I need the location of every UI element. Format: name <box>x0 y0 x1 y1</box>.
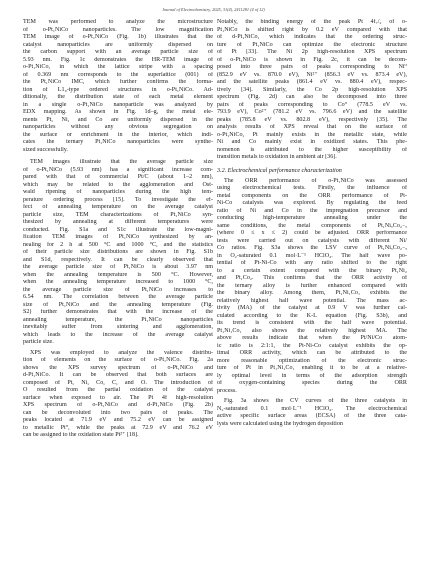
text-line: above results indicate that when the Pt/Ni/Co atom- <box>217 335 407 341</box>
text-line: to metallic Pt⁰, while the peaks at 72.9 eV and 76.2 eV <box>23 424 213 431</box>
text-line: its trend is consistent with the half wave potential. <box>217 320 407 326</box>
text-line: of their particle size distributions are shown in Fig. S1b <box>23 249 213 255</box>
text-line: (where 0 ≤ x ≤ 2) could be adjusted. ORR performance <box>217 230 407 236</box>
left-column <box>23 19 213 440</box>
text-line: S2) further demonstrates that with the increase of the <box>23 309 213 315</box>
text-line: of Pt [33]. The Ni 2p high-resolution XPS spectrum <box>217 49 407 55</box>
text-line: surface when exposed to air. The Pt 4f high-resolution <box>23 394 213 401</box>
text-line: 5.93 nm. Fig. 1c demonstrates the HR-TEM image of <box>23 56 213 63</box>
text-line: more reasonable optimization of the electronic struc- <box>217 357 407 364</box>
text-line: using electrochemical tests. Firstly, the influence of <box>217 185 407 191</box>
text-line: size of Pt₁NiCo and the annealing temperature (Fig. <box>23 301 213 308</box>
running-header: Journal of Electrochemistry, 2025, 31(4), 2411281 (4 of 12) <box>162 7 265 12</box>
text-line: Ni-Co catalysts was explored. By regulating the feed <box>217 200 407 206</box>
text-line: ratio of Ni and Co in the impregnation precursor and <box>217 207 407 214</box>
text-line: composed of Pt, Ni, Co, C, and O. The introduction of <box>23 379 213 386</box>
text-line: tests were carried out on catalysts with different Ni/ <box>217 237 407 244</box>
text-line: Co ratios. Fig. S3a shows the LSV curve of Pt₁NiₓCo₂₋ₓ <box>217 245 407 251</box>
text-line: active specific surface areas (ECSA) of the three cata- <box>217 413 407 419</box>
text-line: and the satellite peaks (861.4 eV vs. 880.4 eV), respec- <box>217 79 407 85</box>
text-line: XPS was employed to analyze the valence distribu- <box>30 349 213 356</box>
text-line: the surface or enrichment in the interior, which indi- <box>23 131 213 138</box>
text-line: the ternary alloy is further enhanced compared with <box>217 282 407 289</box>
text-line: TEM images illustrate that the average particle size <box>30 159 213 165</box>
text-line: ments Pt, Ni, and Co are uniformly dispersed in the <box>23 116 213 123</box>
text-line: TEM image of o-Pt₁NiCo (Fig. 1b) illustrates that the <box>23 34 213 40</box>
text-line: Fig. 3a shows the CV curves of the three catalysts in <box>224 398 407 404</box>
text-line: of oxygen-containing species during the ORR <box>217 380 407 386</box>
text-line: and Pt₁Co₂. This confirms that the ORR activity of <box>217 275 407 281</box>
text-line: and S1d, respectively. It can be clearly observed that <box>23 256 213 263</box>
paragraph-tem-microstructure <box>23 19 213 154</box>
text-line: inevitably suffer from sintering and agglomeration, <box>23 324 213 330</box>
text-line: analysis results of XPS reveal that on the surface of <box>217 124 407 130</box>
text-line: conducted. Fig. S1a and S1c illustrate the low-magni- <box>23 226 213 233</box>
text-line: nanoparticles without any obvious segregation on <box>23 124 213 130</box>
paragraph-particle-size <box>23 159 213 347</box>
text-line: nealing for 2 h at 500 °C and 1000 °C, and the statistics <box>23 241 213 248</box>
text-line: process. <box>217 387 237 394</box>
text-line: which leads to the increase of the average catalyst <box>23 331 213 338</box>
text-line: in O₂-saturated 0.1 mol·L⁻¹ HClO₄. The half wave po- <box>217 252 407 259</box>
paragraph-xps-analysis <box>217 19 407 162</box>
text-line: the Pt₁NiCo IMC, which further confirms the forma- <box>23 79 213 85</box>
text-line: ly optimal level in terms of the adsorption strength <box>217 372 407 379</box>
text-line: N₂-saturated 0.1 mol·L⁻¹ HClO₄. The electrochemical <box>217 405 407 412</box>
text-line: nomenon is attributed to the higher susceptibility of <box>217 146 407 153</box>
text-line: fication TEM images of Pt₁NiCo synthesized by an- <box>23 234 213 240</box>
paragraph-cv-curves <box>217 398 407 428</box>
text-line: spectrum (Fig. 2d) can also be decomposed into three <box>217 94 407 100</box>
text-line: relatively highest half wave potential. The mass ac- <box>217 297 407 304</box>
text-line: same conditions, the metal components of Pt₁NiₓCo₂₋ₓ <box>217 222 407 229</box>
text-line: the average particle size of Pt₁NiCo increases to <box>23 286 213 293</box>
text-line: 793.9 eV), Co²⁺ (781.2 eV vs. 796.6 eV) and the satellite <box>217 109 407 115</box>
text-line: of d-Pt₁NiCo, which indicates that the ordering struc- <box>217 34 407 40</box>
text-line: The ORR performance of o-Pt₁NiCo was assessed <box>224 177 407 184</box>
text-line: the average particle size of Pt₁NiCo is about 3.97 nm <box>23 264 213 270</box>
text-line: cates the ternary Pt₁NiCo nanoparticles were synthe- <box>23 139 213 145</box>
text-line: posed into three pairs of peaks corresponding to Ni⁰ <box>217 64 407 70</box>
text-line: tion of L1₀-type ordered structures in o-Pt₁NiCo. Ad- <box>23 86 213 93</box>
text-line: tivity (MA) of the catalyst at 0.9 V was further cal- <box>217 305 407 311</box>
paragraph-orr-performance <box>217 178 407 396</box>
text-line: culated according to the K-L equation (Fig. S3b), and <box>217 312 407 319</box>
text-line: when the annealing temperature is 500 °C. However, <box>23 271 213 278</box>
text-line: pairs of peaks corresponding to Co⁰ (778.5 eV vs. <box>217 101 407 108</box>
text-line: which may be related to the agglomeration and Ost- <box>23 181 213 188</box>
text-line: Pt₁NiCo is shifted right by 0.2 eV compared with that <box>217 26 407 33</box>
text-line: can be assigned to the oxidation state Pt²⁺ [18]. <box>23 432 139 438</box>
text-line: pared with that of commercial Pt/C (about 1–2 nm), <box>23 174 213 180</box>
text-line: tively [34]. Similarly, the Co 2p high-resolution XPS <box>217 86 407 93</box>
text-line: wald ripening of nanoparticles during the high tem- <box>23 189 213 195</box>
text-line: ic ratio is 2:1:1, the Pt-Ni-Co catalyst exhibits the op- <box>217 342 407 349</box>
text-line: peaks (785.8 eV vs. 802.8 eV), respectively [35]. The <box>217 116 407 123</box>
text-line: to a certain extent compared with the binary Pt₁Ni₂ <box>217 267 407 274</box>
text-line: metal components on the ORR performance of Pt- <box>217 192 407 199</box>
text-line: XPS spectrum of o-Pt₁NiCo and d-Pt₁NiCo (Fig. 2b) <box>23 402 213 408</box>
text-line: of o-Pt₁NiCo nanoparticles. The low magnification <box>23 26 213 33</box>
text-line: EDX mapping. As shown in Fig. 1d–g, the metal ele- <box>23 109 213 115</box>
text-line: (852.9 eV vs. 870.0 eV), Ni²⁺ (856.3 eV vs. 873.4 eV), <box>217 71 407 78</box>
text-line: perature ordering process [15]. To investigate the ef- <box>23 196 213 203</box>
text-line: lysts were calculated using the hydrogen deposition <box>217 420 343 427</box>
text-line: o-Pt₁NiCo, in which the lattice stripe with a spacing <box>23 64 213 70</box>
text-line: ditionally, the distribution state of each metal element <box>23 94 213 100</box>
text-line: 6.54 nm. The correlation between the average particle <box>23 294 213 300</box>
text-line: of o-Pt₁NiCo (5.93 nm) has a significant increase com- <box>23 166 213 173</box>
right-column <box>217 19 407 428</box>
section-heading: 3.2. Electrochemical performance characterization <box>217 167 342 174</box>
text-line: peaks located at 71.9 eV and 75.2 eV can be assigned <box>23 417 213 423</box>
text-line: d-Pt₁NiCo. It can be observed that both surfaces are <box>23 372 213 378</box>
text-line: particle size, TEM characterizations of Pt₁NiCo syn- <box>23 211 213 218</box>
text-line: particle size. <box>23 339 54 345</box>
text-line: fect of annealing temperature on the average catalyst <box>23 204 213 210</box>
text-line: thesized by annealing at different temperatures were <box>23 219 213 225</box>
text-line: tion of elements on the surface of o-Pt₁NiCo. Fig. 2a <box>23 357 213 363</box>
text-line: conducting high-temperature annealing under the <box>217 215 407 221</box>
text-line: when the annealing temperature increased to 1000 °C, <box>23 279 213 285</box>
text-line: of o-Pt₁NiCo is shown in Fig. 2c, it can be decom- <box>217 56 407 63</box>
text-line: Ni and Co mainly exist in oxidized states. This phe- <box>217 139 407 145</box>
text-line: timal ORR activity, which can be attributed to the <box>217 350 407 356</box>
text-line: the carbon support with an average particle size of <box>23 49 213 55</box>
text-line: Notably, the binding energy of the peak Pt 4f₇/₂ of o- <box>217 19 407 25</box>
paragraph-xps-surface <box>23 350 213 440</box>
text-line: transition metals to oxidation in ambient air [36]. <box>217 154 337 160</box>
text-line: tential of Pt-Ni-Co with any ratio shifted to the right <box>217 260 407 266</box>
text-line: o-Pt₁NiCo, Pt mainly exists in the metallic state, while <box>217 131 407 138</box>
text-line: O resulted from the partial oxidation of the catalyst <box>23 387 213 393</box>
text-line: TEM was performed to analyze the microstructure <box>23 19 213 25</box>
text-line: in a single o-Pt₁NiCo nanoparticle was analyzed by <box>23 101 213 108</box>
text-line: the binary alloy. Among them, Pt₁Ni₁Co₁ exhibits the <box>217 290 407 296</box>
text-line: catalyst nanoparticles are uniformly dispersed on <box>23 41 213 48</box>
text-line: ture of Pt in Pt₁Ni₁Co₁ enabling it to be at a relative- <box>217 365 407 371</box>
text-line: of 0.369 nm corresponds to the superlattice (001) of <box>23 71 213 78</box>
text-line: ture of Pt₁NiCo can optimize the electronic structure <box>217 41 407 48</box>
text-line: annealing temperature, the Pt₁NiCo nanoparticles <box>23 316 213 323</box>
text-line: can be deconvoluted into two pairs of peaks. The <box>23 409 213 416</box>
text-line: Pt₁Ni₁Co₁ also shows the relatively highest MA. The <box>217 327 407 334</box>
text-line: sized successfully. <box>23 146 68 153</box>
text-line: shows the XPS survey spectrum of o-Pt₁NiCo and <box>23 364 213 371</box>
